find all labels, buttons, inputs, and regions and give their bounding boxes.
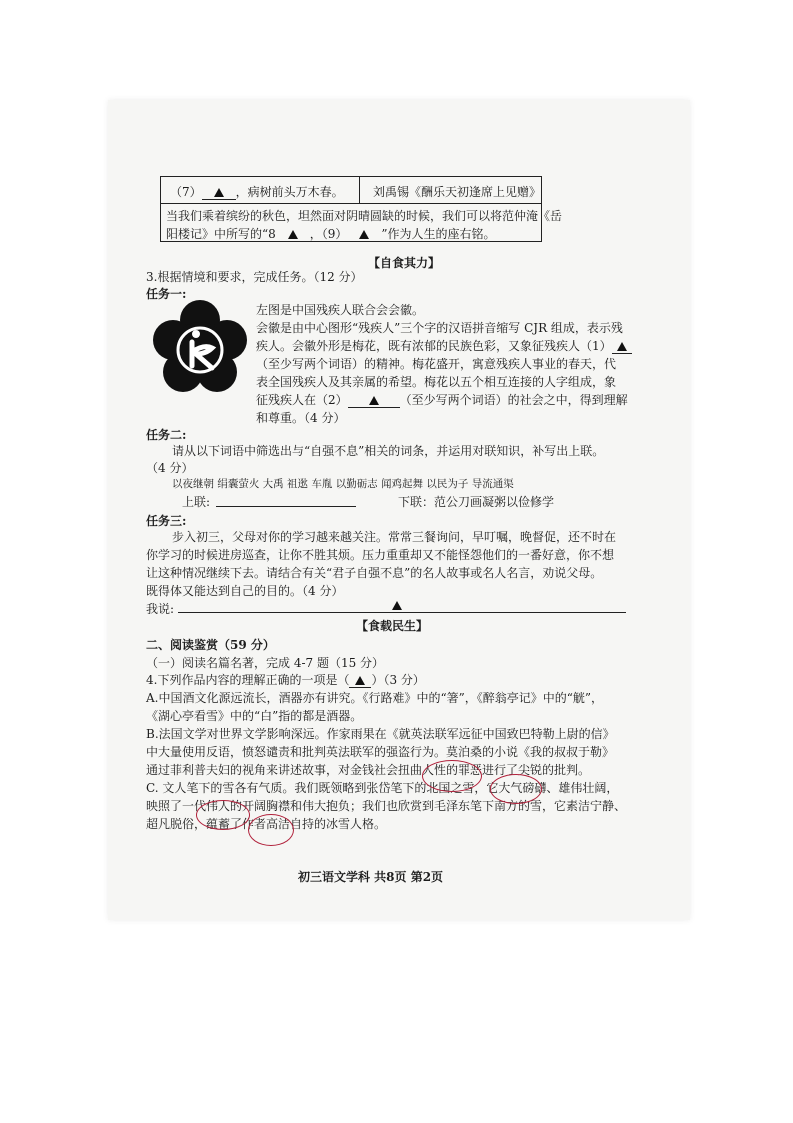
answer-line[interactable] bbox=[178, 612, 626, 613]
task-1-text-line: 左图是中国残疾人联合会会徽。 bbox=[256, 303, 425, 317]
page-footer: 初三语文学科 共8页 第2页 bbox=[298, 870, 444, 884]
task-1-label: 任务一: bbox=[146, 287, 187, 301]
task-2-text-line: （4 分） bbox=[146, 461, 194, 475]
task-1-text-line: 疾人。会徽外形是梅花，既有浓郁的民族色彩，又象征残疾人（1） bbox=[256, 337, 632, 354]
pen-circle-mark bbox=[196, 800, 250, 830]
disabled-federation-emblem bbox=[152, 300, 248, 396]
word-list: 以夜继朝 绢囊萤火 大禹 祖逖 车胤 以勤砺志 闻鸡起舞 以民为子 导流通渠 bbox=[172, 478, 514, 490]
section-heading: 【自食其力】 bbox=[368, 256, 441, 270]
part-2-subheading: （一）阅读名篇名著，完成 4-7 题（15 分） bbox=[146, 656, 385, 670]
table-cell-blank-7: （7） ，病树前头万木春。 bbox=[170, 185, 344, 199]
option-line: 《湖心亭看雪》中的“白”指的都是酒器。 bbox=[146, 709, 363, 723]
task-1-text-line: 会徽是由中心图形“残疾人”三个字的汉语拼音缩写 CJR 组成，表示残 bbox=[256, 321, 623, 335]
task-1-text-line: 和尊重。（4 分） bbox=[256, 411, 346, 425]
task-1-text-line: 征残疾人在（2） （至少写两个词语）的社会之中，得到理解 bbox=[256, 393, 628, 407]
blank-triangle-icon bbox=[359, 230, 369, 239]
option-line: 映照了一代伟人的开阔胸襟和伟大抱负；我们也欣赏到毛泽东笔下南方的雪，它素洁宁静、 bbox=[146, 799, 627, 813]
blank-triangle-icon bbox=[288, 230, 298, 239]
question-4-stem: 4.下列作品内容的理解正确的一项是（ ）（3 分） bbox=[146, 673, 425, 687]
question-3-stem: 3.根据情境和要求，完成任务。（12 分） bbox=[146, 270, 363, 284]
table-cell-text-line: 阳楼记》中所写的“8 ，（9） ”作为人生的座右铭。 bbox=[166, 227, 496, 241]
upper-couplet-answer-line[interactable] bbox=[216, 506, 356, 507]
table-cell-author: 刘禹锡《酬乐天初逢席上见赠》 bbox=[373, 185, 542, 199]
table-cell-text-line: 当我们乘着缤纷的秋色，坦然面对阴晴圆缺的时候，我们可以将范仲淹《岳 bbox=[166, 209, 563, 223]
task-3-text-line: 让这种情况继续下去。请结合有关“君子自强不息”的名人故事或名人名言，劝说父母。 bbox=[146, 566, 603, 580]
blank-triangle-icon bbox=[392, 601, 402, 610]
pen-circle-mark bbox=[248, 814, 294, 846]
option-line: 通过菲利普夫妇的视角来讲述故事，对金钱社会扭曲人性的罪恶进行了尖锐的批判。 bbox=[146, 763, 591, 777]
task-2-label: 任务二: bbox=[146, 428, 187, 442]
task-1-text-line: 表全国残疾人及其亲属的希望。梅花以五个相互连接的人字组成，象 bbox=[256, 375, 617, 389]
option-line: C. 文人笔下的雪各有气质。我们既领略到张岱笔下的北国之雪，它大气磅礴、雄伟壮阔， bbox=[146, 781, 619, 795]
upper-couplet-label: 上联: bbox=[182, 495, 211, 509]
option-line: A.中国酒文化源远流长，酒器亦有讲究。《行路难》中的“箸”，《醉翁亭记》中的“觥”， bbox=[146, 691, 604, 705]
part-2-heading: 二、阅读鉴赏（59 分） bbox=[146, 638, 275, 652]
pen-circle-mark bbox=[490, 774, 542, 804]
task-1-text-line: （至少写两个词语）的精神。梅花盛开，寓意残疾人事业的春天，代 bbox=[256, 357, 617, 371]
task-2-text-line: 请从以下词语中筛选出与“自强不息”相关的词条，并运用对联知识，补写出上联。 bbox=[172, 444, 605, 458]
task-3-text-line: 既得体又能达到自己的目的。（4 分） bbox=[146, 584, 344, 598]
task-3-text-line: 步入初三，父母对你的学习越来越关注。常常三餐询问，早叮嘱，晚督促，还不时在 bbox=[172, 530, 617, 544]
wo-shuo-label: 我说: bbox=[146, 602, 175, 616]
emblem-icon bbox=[152, 300, 248, 396]
blank-triangle-icon bbox=[617, 342, 627, 351]
task-3-text-line: 你学习的时候进房巡查，让你不胜其烦。压力重重却又不能怪怨他们的一番好意，你不想 bbox=[146, 548, 615, 562]
task-3-label: 任务三: bbox=[146, 514, 187, 528]
option-line: 中大量使用反语，愤怒谴责和批判英法联军的强盗行为。莫泊桑的小说《我的叔叔于勒》 bbox=[146, 745, 615, 759]
section-heading: 【食载民生】 bbox=[356, 619, 429, 633]
blank-triangle-icon bbox=[214, 188, 224, 197]
blank-triangle-icon bbox=[369, 396, 379, 405]
pen-circle-mark bbox=[422, 760, 482, 792]
blank-triangle-icon bbox=[355, 676, 365, 685]
option-line: 超凡脱俗，蕴蓄了作者高洁自持的冰雪人格。 bbox=[146, 817, 387, 831]
option-line: B.法国文学对世界文学影响深远。作家雨果在《就英法联军远征中国致巴特勒上尉的信》 bbox=[146, 727, 615, 741]
lower-couplet: 下联：范公刀画凝粥以俭修学 bbox=[398, 495, 555, 509]
